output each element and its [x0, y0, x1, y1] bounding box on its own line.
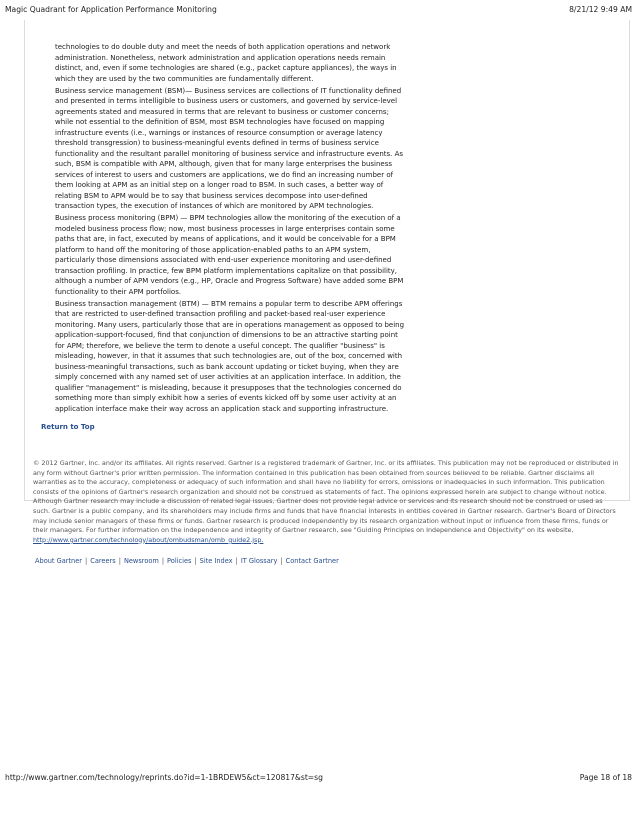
careers-link[interactable]: Careers [90, 557, 116, 565]
it-glossary-link[interactable]: IT Glossary [240, 557, 278, 565]
body-paragraph: Business transaction management (BTM) — BTM remains a popular term to describe APM offerings that are restricted to user-defined transaction profiling and packet-based real-user experience monitoring. Many users, particularly those that are in operations management as opposed to being application-support-focused, find that conjunction of dimensions to be an attractive starting point for APM; therefore, we believe the term to denote a useful concept. The qualifier "business" is misleading, however, in that it assumes that such technologies are, out of the box, concerned with business-meaningful transactions, such as bank account updating or ticket buying, when they are simply concerned with any named set of user activities at an application interface. In addition, the qualifier "management" is misleading, because it presupposes that the technologies concerned do something more than simply exhibit how a series of events kicked off by some user activity at an application interface make their way across an application stack and supporting infrastructure. [55, 299, 405, 413]
footer-links [35, 557, 339, 565]
print-footer [5, 773, 632, 785]
contact-gartner-link[interactable]: Contact Gartner [285, 557, 339, 565]
about-gartner-link[interactable]: About Gartner [35, 557, 82, 565]
separator: | [118, 557, 121, 565]
body-paragraph: Business process monitoring (BPM) — BPM technologies allow the monitoring of the execution of a modeled business process flow; now, most business processes in large enterprises contain some paths that are, in fact, executed by means of applications, and it would be conceivable for a BPM platform to hand off the monitoring of those application-enabled paths to an APM system, particularly those dimensions associated with end-user experience monitoring and user-defined transaction profiling. In practice, few BPM platform implementations capitalize on that possibility, although a number of APM vendors (e.g., HP, Oracle and Progress Software) have added some BPM functionality to their APM portfolios. [55, 214, 404, 296]
body-paragraph: Business service management (BSM)— Business services are collections of IT functionality defined and presented in terms intelligible to business users or customers, and governed by service-level agreements stated and measured in terms that are relevant to business or customer concerns; while not essential to the definition of BSM, most BSM technologies have focused on mapping infrastructure events (i.e., warnings or instances of resource consumption or average latency threshold transgression) to business-meaningful events defined in terms of business service functionality and the resultant parallel monitoring of business service and infrastructure events. As such, BSM is compatible with APM, although, given that for many large enterprises the business services of interest to users and customers are applications, we do find an increasing number of them looking at APM as an initial step on a longer road to BSM. In such cases, a better way of relating BSM to APM would be to say that business services decompose into user-defined transaction types, the execution of instances of which are monitored by APM technologies. [55, 86, 404, 210]
document-title: Magic Quadrant for Application Performance Monitoring [5, 5, 217, 14]
article-body [55, 42, 408, 416]
newsroom-link[interactable]: Newsroom [123, 557, 159, 565]
page-url: http://www.gartner.com/technology/reprints.do?id=1-1BRDEW5&ct=120817&st=sg [5, 773, 323, 782]
policies-link[interactable]: Policies [167, 557, 192, 565]
separator: | [84, 557, 88, 565]
print-header [5, 5, 632, 17]
body-paragraph: technologies to do double duty and meet the needs of both application operations and network administration. Nonetheless, network administration and application operations needs remain distinct, and, even if some technologies are shared (e.g., packet capture appliances), the ways in which they are used by the two communities are fundamentally different. [55, 43, 397, 83]
print-datetime: 8/21/12 9:49 AM [569, 5, 632, 14]
page-number: Page 18 of 18 [579, 773, 632, 782]
separator: | [194, 557, 197, 565]
separator: | [280, 557, 283, 565]
return-to-top-link[interactable]: Return to Top [41, 423, 95, 431]
separator: | [235, 557, 238, 565]
ombudsman-link[interactable]: http://www.gartner.com/technology/about/ombudsman/omb_guide2.jsp. [33, 535, 264, 544]
separator: | [161, 557, 165, 565]
copyright-text: © 2012 Gartner, Inc. and/or its affiliates. All rights reserved. Gartner is a registered trademark of Gartner, Inc. or its affiliates. This publication may not be reproduced or distributed in any form without Gartner's prior written permission. The information contained in this publication has been obtained from sources believed to be reliable. Gartner disclaims all warranties as to the accuracy, completeness or adequacy of such information and shall have no liability for errors, omissions or inadequacies in such information. This publication consists of the opinions of Gartner's research organization and should not be construed as statements of fact. The opinions expressed herein are subject to change without notice. Although Gartner research may include a discussion of related legal issues, Gartner does not provide legal advice or services and its research should not be construed or used as such. Gartner is a public company, and its shareholders may include firms and funds that have financial interests in entities covered in Gartner research. Gartner's Board of Directors may include senior managers of these firms or funds. Gartner research is produced independently by its research organization without input or influence from these firms, funds or their managers. For further information on the independence and integrity of Gartner research, see "Guiding Principles on Independence and Objectivity" on its website, [33, 459, 619, 535]
copyright-notice [33, 459, 619, 545]
site-index-link[interactable]: Site Index [199, 557, 233, 565]
